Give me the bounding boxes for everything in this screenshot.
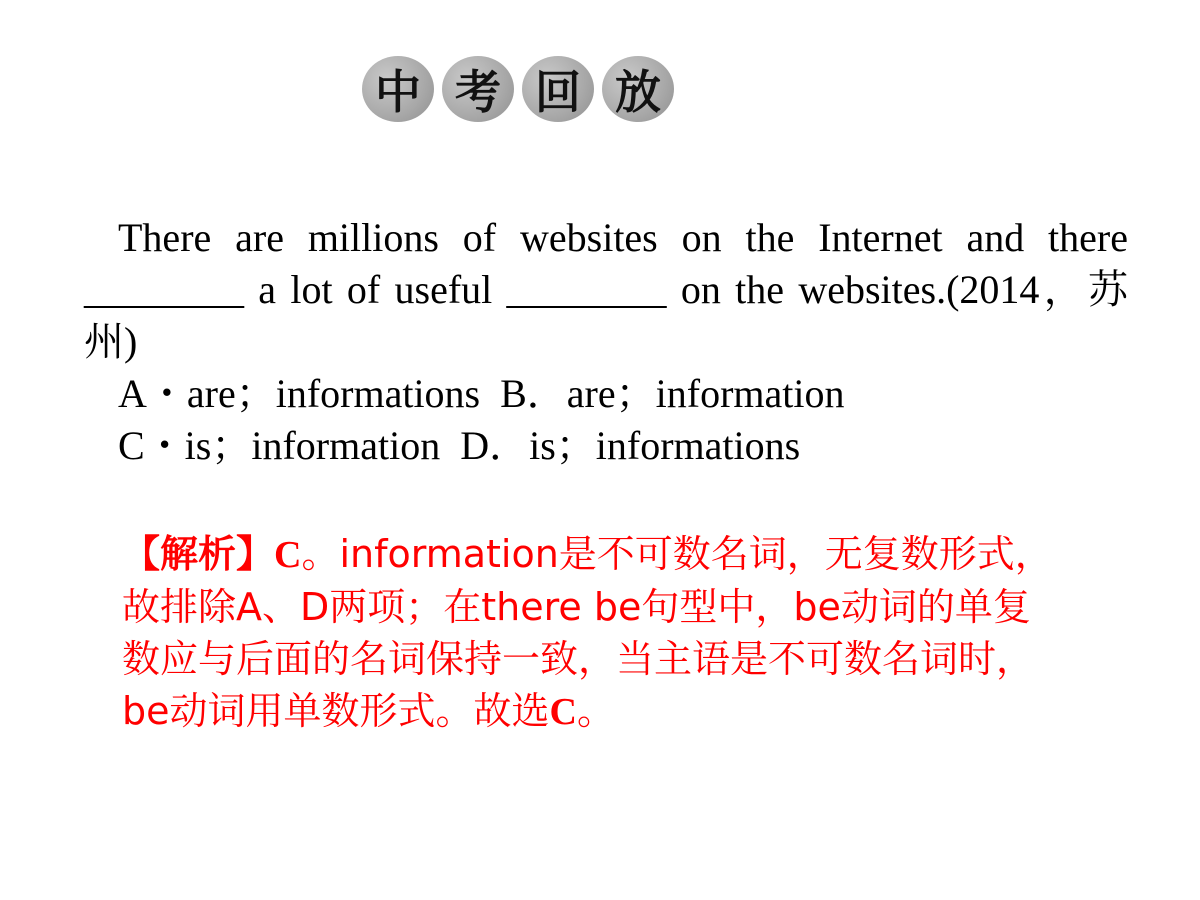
title-char-2: 考 bbox=[442, 56, 514, 122]
title-char-1: 中 bbox=[362, 56, 434, 122]
title-char-4: 放 bbox=[602, 56, 674, 122]
options-line-cd: C・is；information D．is；informations bbox=[118, 423, 801, 468]
analysis-answer: C bbox=[274, 534, 302, 576]
analysis-label: 【解析】 bbox=[122, 532, 275, 576]
analysis-end: 。 bbox=[576, 689, 615, 733]
options-line-ab: A・are；informations B．are；information bbox=[118, 371, 845, 416]
analysis-block bbox=[122, 528, 1062, 738]
analysis-final-answer: C bbox=[549, 691, 577, 733]
title-char-3: 回 bbox=[522, 56, 594, 122]
section-title bbox=[362, 56, 674, 122]
question-block bbox=[84, 212, 1128, 472]
analysis-text: 。information是不可数名词，无复数形式，故排除A、D两项；在there be句型中，be动词的单复数应与后面的名词保持一致，当主语是不可数名词时，be动词用单数形式。故选 bbox=[122, 532, 1053, 733]
question-stem: There are millions of websites on the Internet and there ________ a lot of useful ________ on the websites.(2014，苏州) bbox=[84, 215, 1128, 364]
